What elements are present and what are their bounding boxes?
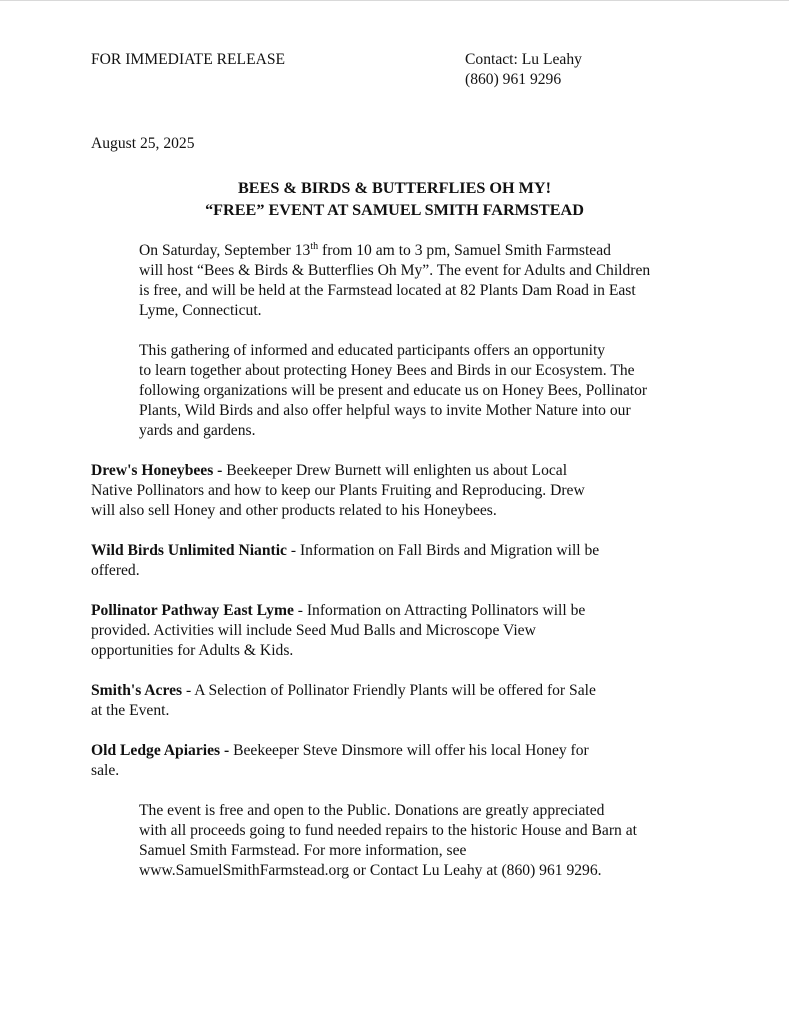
org-description: sale.: [91, 762, 120, 779]
press-release-body: [91, 241, 703, 901]
org-name: Drew's Honeybees -: [91, 462, 223, 479]
closing-text: www.SamuelSmithFarmstead.org or Contact Lu Leahy at (860) 961 9296.: [139, 862, 602, 879]
release-date: August 25, 2025: [91, 135, 195, 152]
org-name: Pollinator Pathway East Lyme: [91, 602, 294, 619]
org-name: Old Ledge Apiaries -: [91, 742, 230, 759]
intro-paragraph: [91, 241, 703, 321]
org-description: opportunities for Adults & Kids.: [91, 642, 294, 659]
gathering-text: to learn together about protecting Honey Bees and Birds in our Ecosystem. The: [139, 362, 635, 379]
intro-text: On Saturday, September 13: [139, 242, 311, 259]
contact-block: [465, 50, 582, 90]
org-smiths-acres: [91, 681, 703, 721]
intro-text: is free, and will be held at the Farmstead located at 82 Plants Dam Road in East: [139, 282, 636, 299]
org-drews-honeybees: [91, 461, 703, 521]
org-description: Native Pollinators and how to keep our Plants Fruiting and Reproducing. Drew: [91, 482, 585, 499]
org-description: Beekeeper Steve Dinsmore will offer his local Honey for: [229, 742, 589, 759]
org-description: will also sell Honey and other products related to his Honeybees.: [91, 502, 497, 519]
closing-paragraph: [91, 801, 703, 881]
org-description: at the Event.: [91, 702, 170, 719]
org-old-ledge-apiaries: [91, 741, 703, 781]
org-description: - A Selection of Pollinator Friendly Plants will be offered for Sale: [182, 682, 596, 699]
closing-text: Samuel Smith Farmstead. For more information, see: [139, 842, 467, 859]
org-wild-birds-unlimited: [91, 541, 703, 581]
org-name: Smith's Acres: [91, 682, 183, 699]
headline-line-1: BEES & BIRDS & BUTTERFLIES OH MY!: [237, 179, 552, 197]
org-pollinator-pathway: [91, 601, 703, 661]
org-description: offered.: [91, 562, 140, 579]
org-name: Wild Birds Unlimited Niantic: [91, 542, 287, 559]
org-description: - Information on Fall Birds and Migration will be: [286, 542, 600, 559]
gathering-text: Plants, Wild Birds and also offer helpful ways to invite Mother Nature into our: [139, 402, 631, 419]
ordinal-suffix: th: [310, 241, 319, 252]
org-description: Beekeeper Drew Burnett will enlighten us about Local: [222, 462, 568, 479]
closing-text: with all proceeds going to fund needed repairs to the historic House and Barn at: [139, 822, 637, 839]
gathering-text: This gathering of informed and educated participants offers an opportunity: [139, 342, 606, 359]
org-description: - Information on Attracting Pollinators will be: [293, 602, 586, 619]
contact-name: Contact: Lu Leahy: [465, 51, 582, 68]
contact-phone: (860) 961 9296: [465, 71, 562, 88]
org-description: provided. Activities will include Seed Mud Balls and Microscope View: [91, 622, 536, 639]
headline: [0, 177, 789, 221]
release-label: FOR IMMEDIATE RELEASE: [91, 51, 286, 68]
gathering-paragraph: [91, 341, 703, 441]
closing-text: The event is free and open to the Public. Donations are greatly appreciated: [139, 802, 605, 819]
intro-text: from 10 am to 3 pm, Samuel Smith Farmstead: [318, 242, 611, 259]
gathering-text: following organizations will be present and educate us on Honey Bees, Pollinator: [139, 382, 648, 399]
gathering-text: yards and gardens.: [139, 422, 256, 439]
intro-text: will host “Bees & Birds & Butterflies Oh My”. The event for Adults and Children: [139, 262, 651, 279]
headline-line-2: “FREE” EVENT AT SAMUEL SMITH FARMSTEAD: [205, 201, 584, 219]
intro-text: Lyme, Connecticut.: [139, 302, 262, 319]
